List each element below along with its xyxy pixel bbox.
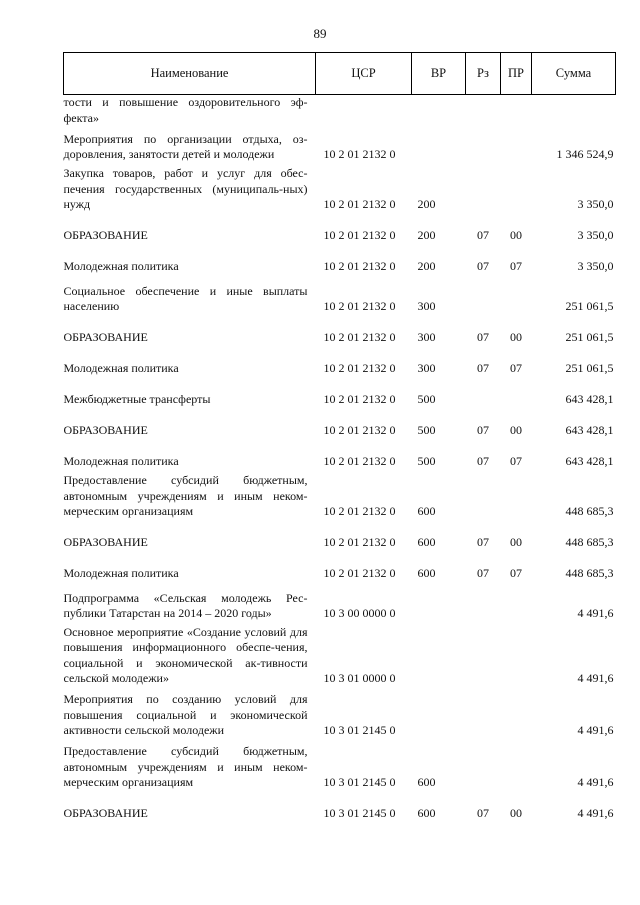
cell-csr: 10 2 01 2132 0 xyxy=(323,147,396,161)
cell-sum: 643 428,1 xyxy=(565,423,614,437)
table-row xyxy=(64,244,616,275)
cell-name: Молодежная политика xyxy=(63,454,179,468)
cell-pr xyxy=(501,163,532,213)
cell-name: ОБРАЗОВАНИЕ xyxy=(63,228,148,242)
cell-pr: 07 xyxy=(510,259,522,273)
cell-name: ОБРАЗОВАНИЕ xyxy=(63,806,148,820)
table-row xyxy=(64,377,616,408)
cell-vr xyxy=(412,129,466,163)
cell-sum: 4 491,6 xyxy=(577,671,614,685)
cell-name: Предоставление субсидий бюджетным, автономным учреждениям и иным неком-мерческим организациям xyxy=(63,473,308,518)
cell-name: ОБРАЗОВАНИЕ xyxy=(63,330,148,344)
cell-rz: 07 xyxy=(477,423,489,437)
header-rz: Рз xyxy=(466,53,501,95)
table-header xyxy=(64,53,616,95)
cell-name: ОБРАЗОВАНИЕ xyxy=(63,535,148,549)
cell-csr: 10 2 01 2132 0 xyxy=(323,330,396,344)
cell-sum: 448 685,3 xyxy=(565,535,614,549)
cell-rz: 07 xyxy=(477,535,489,549)
cell-pr xyxy=(501,470,532,520)
cell-sum: 251 061,5 xyxy=(565,330,614,344)
table-row xyxy=(64,129,616,163)
table-row xyxy=(64,520,616,551)
table-row xyxy=(64,582,616,622)
table-row xyxy=(64,163,616,213)
cell-csr: 10 3 01 0000 0 xyxy=(323,671,396,685)
header-pr: ПР xyxy=(501,53,532,95)
cell-csr: 10 2 01 2132 0 xyxy=(323,504,396,518)
cell-sum: 3 350,0 xyxy=(577,197,614,211)
cell-name: Мероприятия по созданию условий для повышения социальной и экономической активности сельской молодежи xyxy=(63,692,308,737)
cell-rz: 07 xyxy=(477,259,489,273)
cell-vr: 600 xyxy=(417,504,436,518)
header-csr: ЦСР xyxy=(316,53,412,95)
table-row xyxy=(64,315,616,346)
cell-csr: 10 3 00 0000 0 xyxy=(323,606,396,620)
cell-name: Закупка товаров, работ и услуг для обес-печения государственных (муниципаль-ных) нужд xyxy=(63,166,308,211)
page-number: 89 xyxy=(313,26,327,41)
cell-vr: 200 xyxy=(417,228,436,242)
cell-sum: 448 685,3 xyxy=(565,504,614,518)
cell-csr: 10 2 01 2132 0 xyxy=(323,423,396,437)
cell-rz: 07 xyxy=(477,361,489,375)
cell-rz xyxy=(466,739,501,791)
cell-rz: 07 xyxy=(477,806,489,820)
cell-sum: 4 491,6 xyxy=(577,775,614,789)
cell-rz xyxy=(466,687,501,739)
table-row xyxy=(64,275,616,315)
cell-vr xyxy=(412,95,466,129)
table-row xyxy=(64,791,616,822)
cell-csr: 10 2 01 2132 0 xyxy=(323,454,396,468)
cell-name: Молодежная политика xyxy=(63,259,179,273)
header-sum: Сумма xyxy=(532,53,616,95)
cell-csr: 10 3 01 2145 0 xyxy=(323,775,396,789)
cell-name: Предоставление субсидий бюджетным, автономным учреждениям и иным неком-мерческим организациям xyxy=(63,744,308,789)
cell-rz: 07 xyxy=(477,228,489,242)
cell-vr: 300 xyxy=(417,299,436,313)
budget-table xyxy=(63,52,616,822)
cell-sum: 4 491,6 xyxy=(577,723,614,737)
cell-csr: 10 2 01 2132 0 xyxy=(323,259,396,273)
cell-csr: 10 2 01 2132 0 xyxy=(323,535,396,549)
cell-csr: 10 2 01 2132 0 xyxy=(323,392,396,406)
table-row xyxy=(64,213,616,244)
cell-rz xyxy=(466,163,501,213)
table-row xyxy=(64,439,616,470)
cell-vr: 600 xyxy=(417,775,436,789)
cell-name: Молодежная политика xyxy=(63,566,179,580)
cell-rz xyxy=(466,622,501,687)
cell-csr: 10 2 01 2132 0 xyxy=(323,228,396,242)
cell-vr xyxy=(412,687,466,739)
cell-sum: 3 350,0 xyxy=(577,259,614,273)
cell-pr xyxy=(501,739,532,791)
cell-sum: 251 061,5 xyxy=(565,361,614,375)
cell-vr: 300 xyxy=(417,330,436,344)
cell-sum xyxy=(532,95,616,129)
cell-sum: 448 685,3 xyxy=(565,566,614,580)
cell-vr: 300 xyxy=(417,361,436,375)
cell-name: Социальное обеспечение и иные выплаты населению xyxy=(63,283,308,313)
cell-vr xyxy=(412,622,466,687)
table-row xyxy=(64,408,616,439)
cell-vr: 200 xyxy=(417,259,436,273)
cell-pr: 00 xyxy=(510,423,522,437)
cell-name: ОБРАЗОВАНИЕ xyxy=(63,423,148,437)
header-name: Наименование xyxy=(64,53,316,95)
cell-name: тости и повышение оздоровительного эф-фекта» xyxy=(63,95,308,125)
cell-pr: 07 xyxy=(510,566,522,580)
cell-sum: 251 061,5 xyxy=(565,299,614,313)
cell-pr xyxy=(501,687,532,739)
header-vr: ВР xyxy=(412,53,466,95)
cell-csr xyxy=(316,95,412,129)
table-row xyxy=(64,687,616,739)
cell-pr xyxy=(501,622,532,687)
cell-sum: 1 346 524,9 xyxy=(556,147,614,161)
cell-pr: 00 xyxy=(510,330,522,344)
cell-csr: 10 2 01 2132 0 xyxy=(323,197,396,211)
cell-name: Мероприятия по организации отдыха, оз-доровления, занятости детей и молодежи xyxy=(63,131,308,161)
cell-vr: 600 xyxy=(417,806,436,820)
cell-csr: 10 2 01 2132 0 xyxy=(323,566,396,580)
cell-name: Основное мероприятие «Создание условий для повышения информационного обеспе-чения, социальной и экономической ак-тивности сельской молодежи» xyxy=(63,624,308,685)
cell-pr: 00 xyxy=(510,535,522,549)
table-row xyxy=(64,95,616,129)
cell-pr xyxy=(501,95,532,129)
cell-rz xyxy=(466,129,501,163)
table-row xyxy=(64,470,616,520)
cell-pr xyxy=(501,129,532,163)
cell-pr: 07 xyxy=(510,454,522,468)
cell-rz: 07 xyxy=(477,566,489,580)
cell-csr: 10 2 01 2132 0 xyxy=(323,361,396,375)
cell-pr xyxy=(501,377,532,408)
cell-pr xyxy=(501,582,532,622)
cell-sum: 4 491,6 xyxy=(577,806,614,820)
cell-sum: 4 491,6 xyxy=(577,606,614,620)
cell-vr: 500 xyxy=(417,392,436,406)
cell-csr: 10 3 01 2145 0 xyxy=(323,806,396,820)
cell-name: Межбюджетные трансферты xyxy=(63,392,211,406)
cell-sum: 643 428,1 xyxy=(565,454,614,468)
cell-vr: 600 xyxy=(417,566,436,580)
cell-rz: 07 xyxy=(477,454,489,468)
cell-name: Подпрограмма «Сельская молодежь Рес-публики Татарстан на 2014 – 2020 годы» xyxy=(63,590,308,620)
table-row xyxy=(64,551,616,582)
cell-csr: 10 2 01 2132 0 xyxy=(323,299,396,313)
cell-csr: 10 3 01 2145 0 xyxy=(323,723,396,737)
cell-pr: 00 xyxy=(510,228,522,242)
cell-rz: 07 xyxy=(477,330,489,344)
cell-pr: 07 xyxy=(510,361,522,375)
table-row xyxy=(64,622,616,687)
cell-vr xyxy=(412,582,466,622)
cell-rz xyxy=(466,470,501,520)
cell-vr: 500 xyxy=(417,454,436,468)
cell-vr: 600 xyxy=(417,535,436,549)
cell-sum: 643 428,1 xyxy=(565,392,614,406)
cell-rz xyxy=(466,582,501,622)
cell-pr: 00 xyxy=(510,806,522,820)
table-row xyxy=(64,346,616,377)
table-row xyxy=(64,739,616,791)
cell-name: Молодежная политика xyxy=(63,361,179,375)
cell-vr: 500 xyxy=(417,423,436,437)
cell-rz xyxy=(466,95,501,129)
cell-rz xyxy=(466,275,501,315)
table-body xyxy=(64,95,616,822)
cell-rz xyxy=(466,377,501,408)
cell-vr: 200 xyxy=(417,197,436,211)
cell-pr xyxy=(501,275,532,315)
cell-sum: 3 350,0 xyxy=(577,228,614,242)
